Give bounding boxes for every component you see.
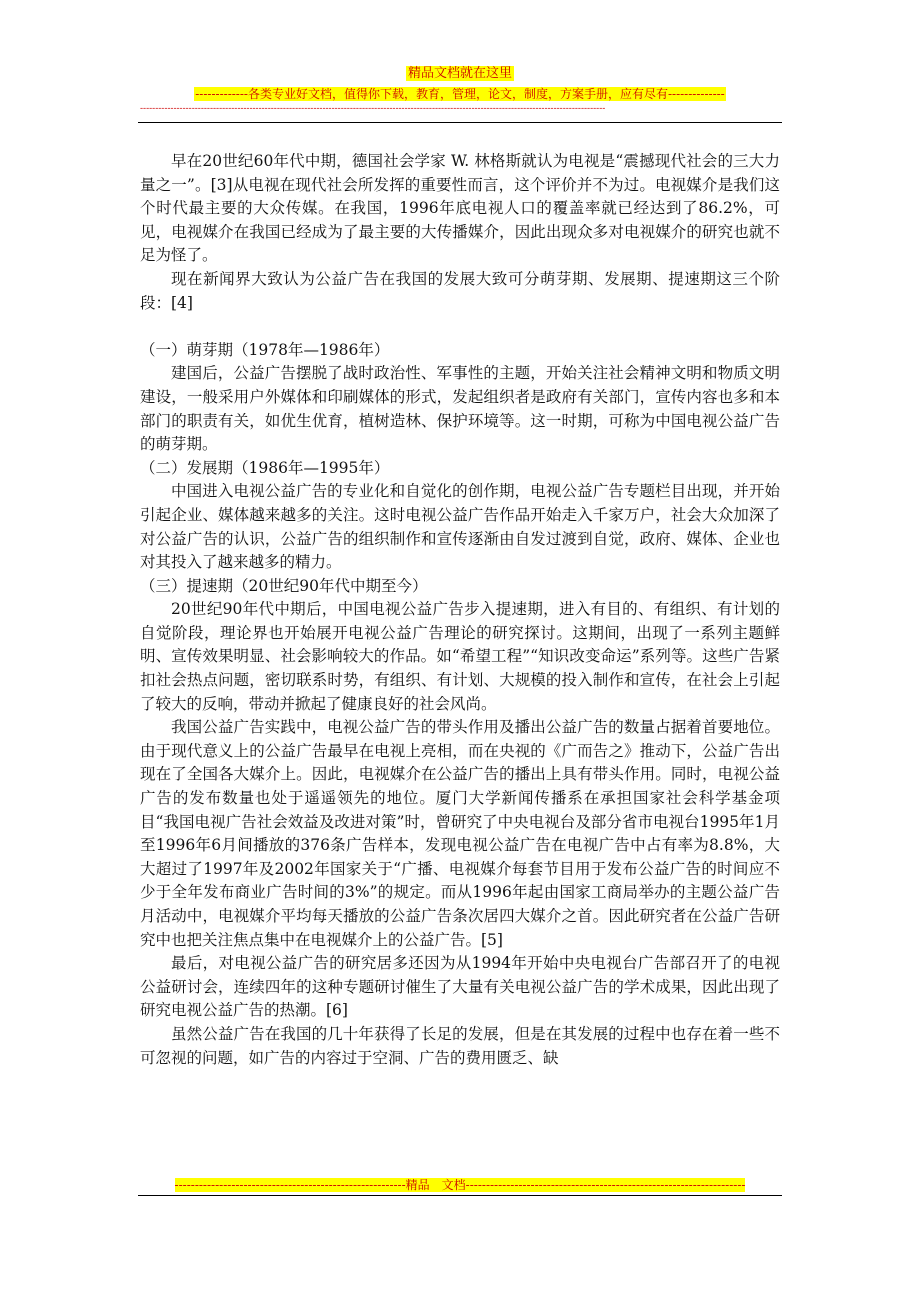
header-rule [138, 122, 782, 123]
header-title [0, 66, 920, 82]
footer-text: ---------------------------------------------------------精品 文档--------------------------------------------------------------------- [174, 1178, 746, 1192]
paragraph-5: 20世纪90年代中期后，中国电视公益广告步入提速期，进入有目的、有组织、有计划的自觉阶段，理论界也开始展开电视公益广告理论的研究探讨。这期间，出现了一系列主题鲜明、宣传效果明显、社会影响较大的作品。如“希望工程”“知识改变命运”系列等。这些广告紧扣社会热点问题，密切联系时势，有组织、有计划、大规模的投入制作和宣传，在社会上引起了较大的反响，带动并掀起了健康良好的社会风尚。 [140, 600, 780, 713]
paragraph-7: 最后，对电视公益广告的研究居多还因为从1994年开始中央电视台广告部召开了的电视公益研讨会，连续四年的这种专题研讨催生了大量有关电视公益广告的学术成果，因此出现了研究电视公益广告的热潮。[6] [140, 954, 780, 1020]
header-title-text: 精品文档就在这里 [407, 66, 512, 81]
paragraph-4: 中国进入电视公益广告的专业化和自觉化的创作期，电视公益广告专题栏目出现，并开始引起企业、媒体越来越多的关注。这时电视公益广告作品开始走入千家万户，社会大众加深了对公益广告的认识，公益广告的组织制作和宣传逐渐由自发过渡到自觉，政府、媒体、企业也对其投入了越来越多的精力。 [140, 482, 780, 572]
document-body [140, 150, 780, 1070]
paragraph-2: 现在新闻界大致认为公益广告在我国的发展大致可分萌芽期、发展期、提速期这三个阶段：[4] [140, 269, 780, 312]
paragraph-1: 早在20世纪60年代中期，德国社会学家 W. 林格斯就认为电视是“震撼现代社会的三大力量之一”。[3]从电视在现代社会所发挥的重要性而言，这个评价并不为过。电视媒介是我们这个时代最主要的大众传媒。在我国，1996年底电视人口的覆盖率就已经达到了86.2%，可见，电视媒介在我国已经成为了最主要的大传播媒介，因此出现众多对电视媒介的研究也就不足为怪了。 [140, 152, 780, 265]
section-heading-1: （一）萌芽期（1978年—1986年） [140, 340, 390, 359]
section-heading-2: （二）发展期（1986年—1995年） [140, 458, 390, 477]
header-subtitle-text: -------------各类专业好文档，值得你下载，教育，管理，论文，制度，方案手册，应有尽有-------------- [195, 87, 725, 101]
header-subtitle [0, 86, 920, 102]
footer-rule [138, 1195, 782, 1196]
section-heading-3: （三）提速期（20世纪90年代中期至今） [140, 576, 428, 595]
paragraph-6: 我国公益广告实践中，电视公益广告的带头作用及播出公益广告的数量占据着首要地位。由于现代意义上的公益广告最早在电视上亮相，而在央视的《广而告之》推动下，公益广告出现在了全国各大媒介上。因此，电视媒介在公益广告的播出上具有带头作用。同时，电视公益广告的发布数量也处于遥遥领先的地位。厦门大学新闻传播系在承担国家社会科学基金项目“我国电视广告社会效益及改进对策”时，曾研究了中央电视台及部分省市电视台1995年1月至1996年6月间播放的376条广告样本，发现电视公益广告在电视广告中占有率为8.8%，大大超过了1997年及2002年国家关于“广播、电视媒介每套节目用于发布公益广告的时间应不少于全年发布商业广告时间的3%”的规定。而从1996年起由国家工商局举办的主题公益广告月活动中，电视媒介平均每天播放的公益广告条次居四大媒介之首。因此研究者在公益广告研究中也把关注焦点集中在电视媒介上的公益广告。[5] [140, 718, 780, 949]
footer [0, 1178, 920, 1192]
blank-line [140, 315, 780, 339]
header-dash-line: --------------------------------------------------------------------------------------------------------------------------------------------------------- [140, 104, 606, 114]
paragraph-3: 建国后，公益广告摆脱了战时政治性、军事性的主题，开始关注社会精神文明和物质文明建设，一般采用户外媒体和印刷媒体的形式，发起组织者是政府有关部门，宣传内容也多和本部门的职责有关，如优生优育，植树造林、保护环境等。这一时期，可称为中国电视公益广告的萌芽期。 [140, 364, 780, 454]
paragraph-8: 虽然公益广告在我国的几十年获得了长足的发展，但是在其发展的过程中也存在着一些不可忽视的问题，如广告的内容过于空洞、广告的费用匮乏、缺 [140, 1024, 780, 1067]
